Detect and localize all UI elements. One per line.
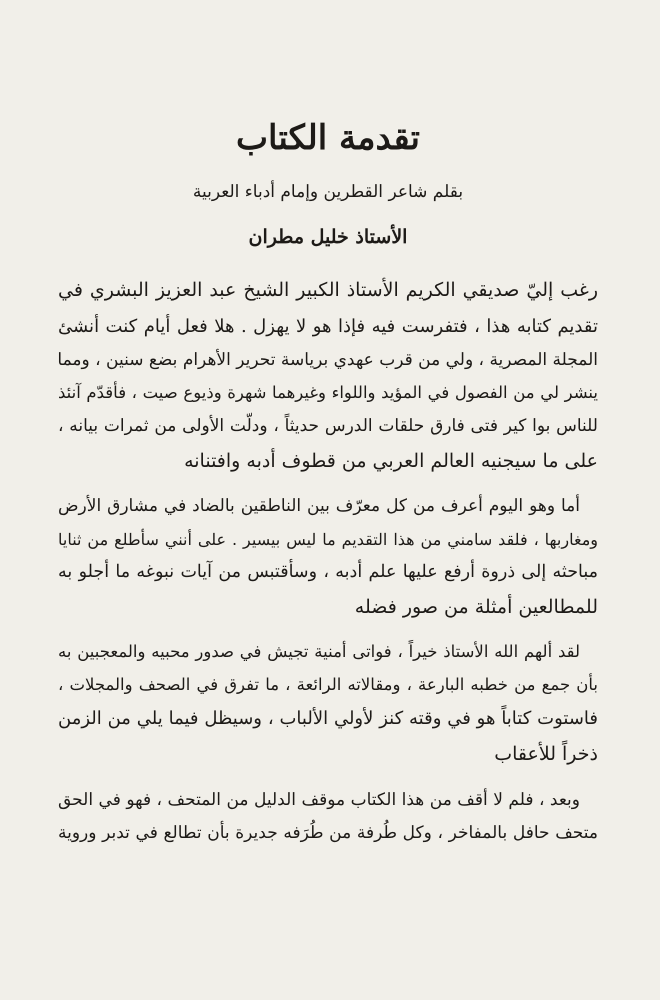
paragraph-4 <box>58 784 598 851</box>
text-line: ومغاربها ، فلقد سامني من هذا التقديم ما ليس بيسير . على أنني سأطلع من ثنايا <box>58 529 598 549</box>
text-line: للناس بوا كير فتى فارق حلقات الدرس حديثاً ، ودلّت الأولى من ثمرات بيانه ، <box>58 415 598 436</box>
text-line: أما وهو اليوم أعرف من كل معرّف بين الناطقين بالضاد في مشارق الأرض <box>58 496 580 517</box>
text-line: رغب إليّ صديقي الكريم الأستاذ الكبير الشيخ عبد العزيز البشري في <box>58 278 598 301</box>
paragraph-2 <box>58 490 598 626</box>
text-line: ينشر لي من الفصول في المؤيد واللواء وغيرهما شهرة وذيوع صيت ، فأقدّم آنئذ <box>58 383 598 403</box>
paragraph-1 <box>58 272 598 481</box>
body-text <box>58 272 598 851</box>
page-title: تقدمة الكتاب <box>236 118 420 158</box>
text-line: ذخراً للأعقاب <box>494 743 598 766</box>
text-line: وبعد ، فلم لا أقف من هذا الكتاب موقف الدليل من المتحف ، فهو في الحق <box>58 789 580 810</box>
paragraph-3 <box>58 636 598 773</box>
text-line: متحف حافل بالمفاخر ، وكل طُرفة من طُرَفه جديرة بأن تطالع في تدبر وروية <box>58 822 598 843</box>
text-line: للمطالعين أمثلة من صور فضله <box>354 596 598 619</box>
text-line: تقديم كتابه هذا ، فتفرست فيه فإذا هو لا يهزل . هلا فعل أيام كنت أنشئ <box>58 315 598 337</box>
author-name: الأستاذ خليل مطران <box>248 225 408 248</box>
text-line: المجلة المصرية ، ولي من قرب عهدي برياسة تحرير الأهرام بضع سنين ، ومما <box>57 350 598 371</box>
text-line: لقد ألهم الله الأستاذ خيراً ، فواتى أمنية تجيش في صدور محبيه والمعجبين به <box>58 642 580 662</box>
text-line: على ما سيجنيه العالم العربي من قطوف أدبه وافتنانه <box>184 450 598 473</box>
text-line: مباحثه إلى ذروة أرفع عليها علم أدبه ، وسأقتبس من آيات نبوغه ما أجلو به <box>58 561 598 582</box>
text-line: فاستوت كتاباً هو في وقته كنز لأولي الألباب ، وسيظل فيما يلي من الزمن <box>58 708 598 730</box>
text-line: بأن جمع من خطبه البارعة ، ومقالاته الرائعة ، ما تفرق في الصحف والمجلات ، <box>58 674 598 694</box>
page-subtitle: بقلم شاعر القطرين وإمام أدباء العربية <box>192 181 464 202</box>
